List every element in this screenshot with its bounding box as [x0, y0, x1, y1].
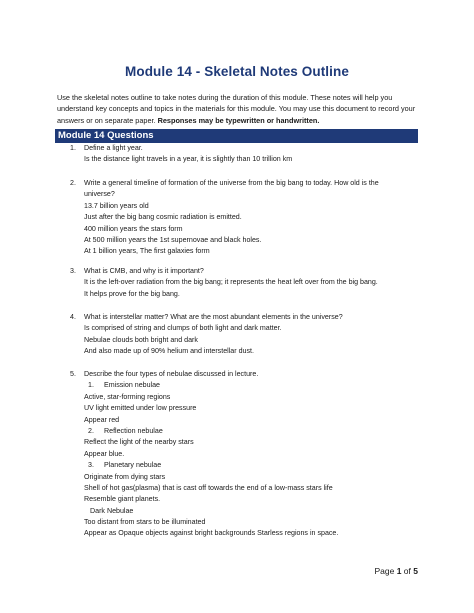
nebula-name: Planetary nebulae: [104, 461, 162, 470]
of-label: of: [403, 566, 411, 576]
intro-text: Use the skeletal notes outline to take notes during the duration of this module. These notes will help you understand key concepts and topics in the materials for this module. You may use this document to record your answers or on separate paper.: [57, 93, 416, 125]
question-text-continued: universe?: [84, 190, 115, 199]
page-total: 5: [413, 566, 418, 576]
answer-line: Nebulae clouds both bright and dark: [84, 335, 198, 344]
answer-line: Resemble giant planets.: [84, 495, 161, 504]
question-3: [0, 266, 474, 300]
question-line: [0, 369, 474, 380]
question-line: [0, 312, 474, 323]
nebula-number: 2.: [88, 426, 94, 435]
nebula-number: 1.: [88, 381, 94, 390]
answer-line: 13.7 billion years old: [84, 201, 149, 210]
question-number: 4.: [70, 313, 76, 321]
nebula-name: Dark Nebulae: [90, 506, 134, 515]
question-number: 3.: [70, 267, 76, 275]
question-number: 1.: [70, 144, 76, 152]
nebula-heading: [0, 460, 474, 471]
question-4: [0, 312, 474, 358]
nebula-number: 3.: [88, 461, 94, 470]
answer-line: Shell of hot gas(plasma) that is cast off towards the end of a low-mass stars life: [84, 483, 333, 492]
page-label: Page: [374, 566, 395, 576]
answer-line: Appear blue.: [84, 449, 125, 458]
question-text: What is CMB, and why is it important?: [84, 267, 204, 275]
nebula-heading: [0, 380, 474, 391]
answer-line: Reflect the light of the nearby stars: [84, 438, 194, 447]
question-line: [0, 143, 474, 154]
question-line: [0, 178, 474, 189]
question-5: [0, 369, 474, 540]
answer-line: Appear as Opaque objects against bright backgrounds Starless regions in space.: [84, 529, 339, 538]
answer-line: Just after the big bang cosmic radiation is emitted.: [84, 213, 242, 222]
answer-line: At 500 million years the 1st supernovae and black holes.: [84, 235, 262, 244]
question-line: [0, 266, 474, 277]
question-text: What is interstellar matter? What are the most abundant elements in the universe?: [84, 313, 343, 321]
answer-line: It helps prove for the big bang.: [84, 289, 180, 298]
intro-bold-note: Responses may be typewritten or handwritten.: [157, 115, 320, 125]
page-footer: [374, 566, 418, 576]
question-text: Write a general timeline of formation of the universe from the big bang to today. How old is the: [84, 179, 379, 187]
question-1: [0, 143, 474, 166]
question-2: [0, 178, 474, 258]
answer-line: 400 million years the stars form: [84, 224, 183, 233]
answer-line: Originate from dying stars: [84, 472, 166, 481]
answer-line: Is comprised of string and clumps of both light and dark matter.: [84, 324, 282, 333]
intro-paragraph: [57, 92, 427, 126]
answer-line: Active, star-forming regions: [84, 392, 171, 401]
answer-line: UV light emitted under low pressure: [84, 404, 197, 413]
question-text: Describe the four types of nebulae discussed in lecture.: [84, 370, 259, 378]
question-number: 2.: [70, 179, 76, 187]
question-text: Define a light year.: [84, 144, 143, 152]
nebula-heading: [0, 426, 474, 437]
page-number: 1: [396, 566, 402, 576]
question-number: 5.: [70, 370, 76, 378]
nebula-name: Emission nebulae: [104, 381, 160, 390]
nebula-name: Reflection nebulae: [104, 426, 163, 435]
answer-line: Too distant from stars to be illuminated: [84, 518, 206, 527]
answer-line: And also made up of 90% helium and interstellar dust.: [84, 347, 254, 356]
answer-line: At 1 billion years, The first galaxies form: [84, 247, 210, 256]
answer-line: It is the left-over radiation from the big bang; it represents the heat left over from the big bang.: [84, 278, 378, 287]
answer-line: Is the distance light travels in a year, it is slightly than 10 trillion km: [84, 155, 293, 164]
page-title: Module 14 - Skeletal Notes Outline: [125, 64, 349, 79]
answer-line: Appear red: [84, 415, 120, 424]
section-header: Module 14 Questions: [55, 129, 418, 143]
